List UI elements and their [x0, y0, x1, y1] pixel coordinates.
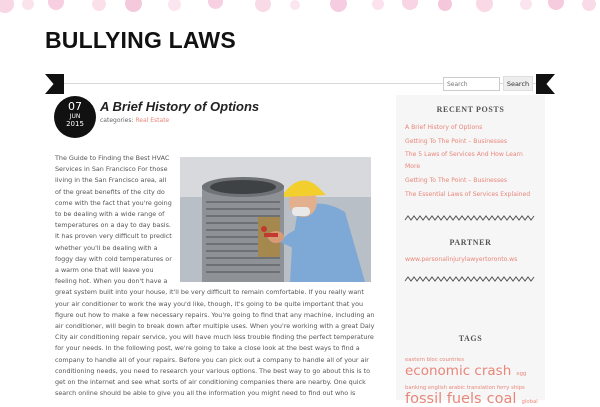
hvac-technician-illustration [180, 157, 371, 282]
tag-link[interactable]: egg [516, 371, 527, 377]
sidebar [396, 95, 545, 407]
recent-posts-heading: RECENT POSTS [436, 105, 505, 114]
post-categories [100, 117, 169, 124]
tag-link[interactable]: economic crash [405, 363, 512, 379]
header-dots-decoration [0, 0, 600, 22]
recent-post-link[interactable]: Getting To The Point – Businesses [405, 177, 508, 184]
ribbon-right-decoration [536, 74, 555, 94]
recent-posts-list [405, 121, 539, 201]
partner-link[interactable]: www.personalinjurylawyertoronto.ws [405, 256, 518, 263]
tag-cloud [405, 351, 542, 407]
tag-link[interactable]: fossil fuels [405, 391, 482, 407]
post-date-badge [54, 96, 96, 138]
search-button[interactable]: Search [503, 76, 533, 91]
post-title[interactable]: A Brief History of Options [100, 99, 260, 114]
partner-list [405, 253, 539, 267]
post-content [55, 153, 377, 400]
tag-link[interactable]: coal [486, 391, 517, 407]
recent-post-link[interactable]: Getting To The Point – Businesses [405, 137, 508, 145]
post-image-hvac-technician [180, 157, 371, 282]
site-title[interactable]: BULLYING LAWS [45, 27, 236, 53]
post-body-text: The Guide to Finding the Best HVAC Services in San Francisco For those living in the San Francisco area, all of the great benefits of the city do come with the fact that you're going to be dealing with a wide range of temperatures on a day to day basis. It has proven very difficult to predict whether you'll be dealing with a foggy day with cold temperatures or a warm one that will leave you feeling hot. When you don't have a great system built into your house, it'll be very difficult to remain comfortable. If you really want your air conditioner to work the way you'd like, though, it's going to be quite important that you figure out how to make a few necessary repairs. You're going to find that any machine, including an air conditioner, will begin to break down after multiple uses. When you're working with a great Daly City air conditioning repair service, you will have much less trouble finding the perfect temperature for your needs. In the following post, we're going to take a close look at the best ways to find a company to handle all of your repairs. Before you can pick out a company to handle all of your air conditioning needs, you need to research your various options. The best way to go about this is to get on the internet and see what sorts of air conditioning companies there are nearby. One quick search online should be able to give you all the information you might need to find out who is [55, 154, 375, 398]
tags-heading: TAGS [458, 334, 483, 343]
zigzag-divider [405, 215, 535, 221]
recent-post-link[interactable]: The 5 Laws of Services And How Learn More [405, 151, 523, 170]
recent-post-link[interactable]: The Essential Laws of Services Explained [405, 190, 531, 198]
tag-link[interactable]: global [521, 399, 538, 405]
post-categories-label: categories: [100, 117, 134, 124]
post-date-month: JUN [69, 113, 81, 120]
zigzag-divider [405, 276, 535, 282]
partner-heading: PARTNER [449, 238, 492, 247]
search-input[interactable] [443, 77, 500, 91]
tag-link[interactable]: banking english arabic translation ferry ships [405, 385, 525, 391]
post-date-day: 07 [68, 100, 82, 113]
tag-link[interactable]: eastern bloc countries [405, 357, 465, 363]
post-date-year: 2015 [66, 120, 84, 128]
ribbon-left-decoration [45, 74, 64, 94]
post-category-link[interactable]: Real Estate [135, 117, 170, 124]
recent-post-link[interactable]: A Brief History of Options [405, 124, 483, 131]
